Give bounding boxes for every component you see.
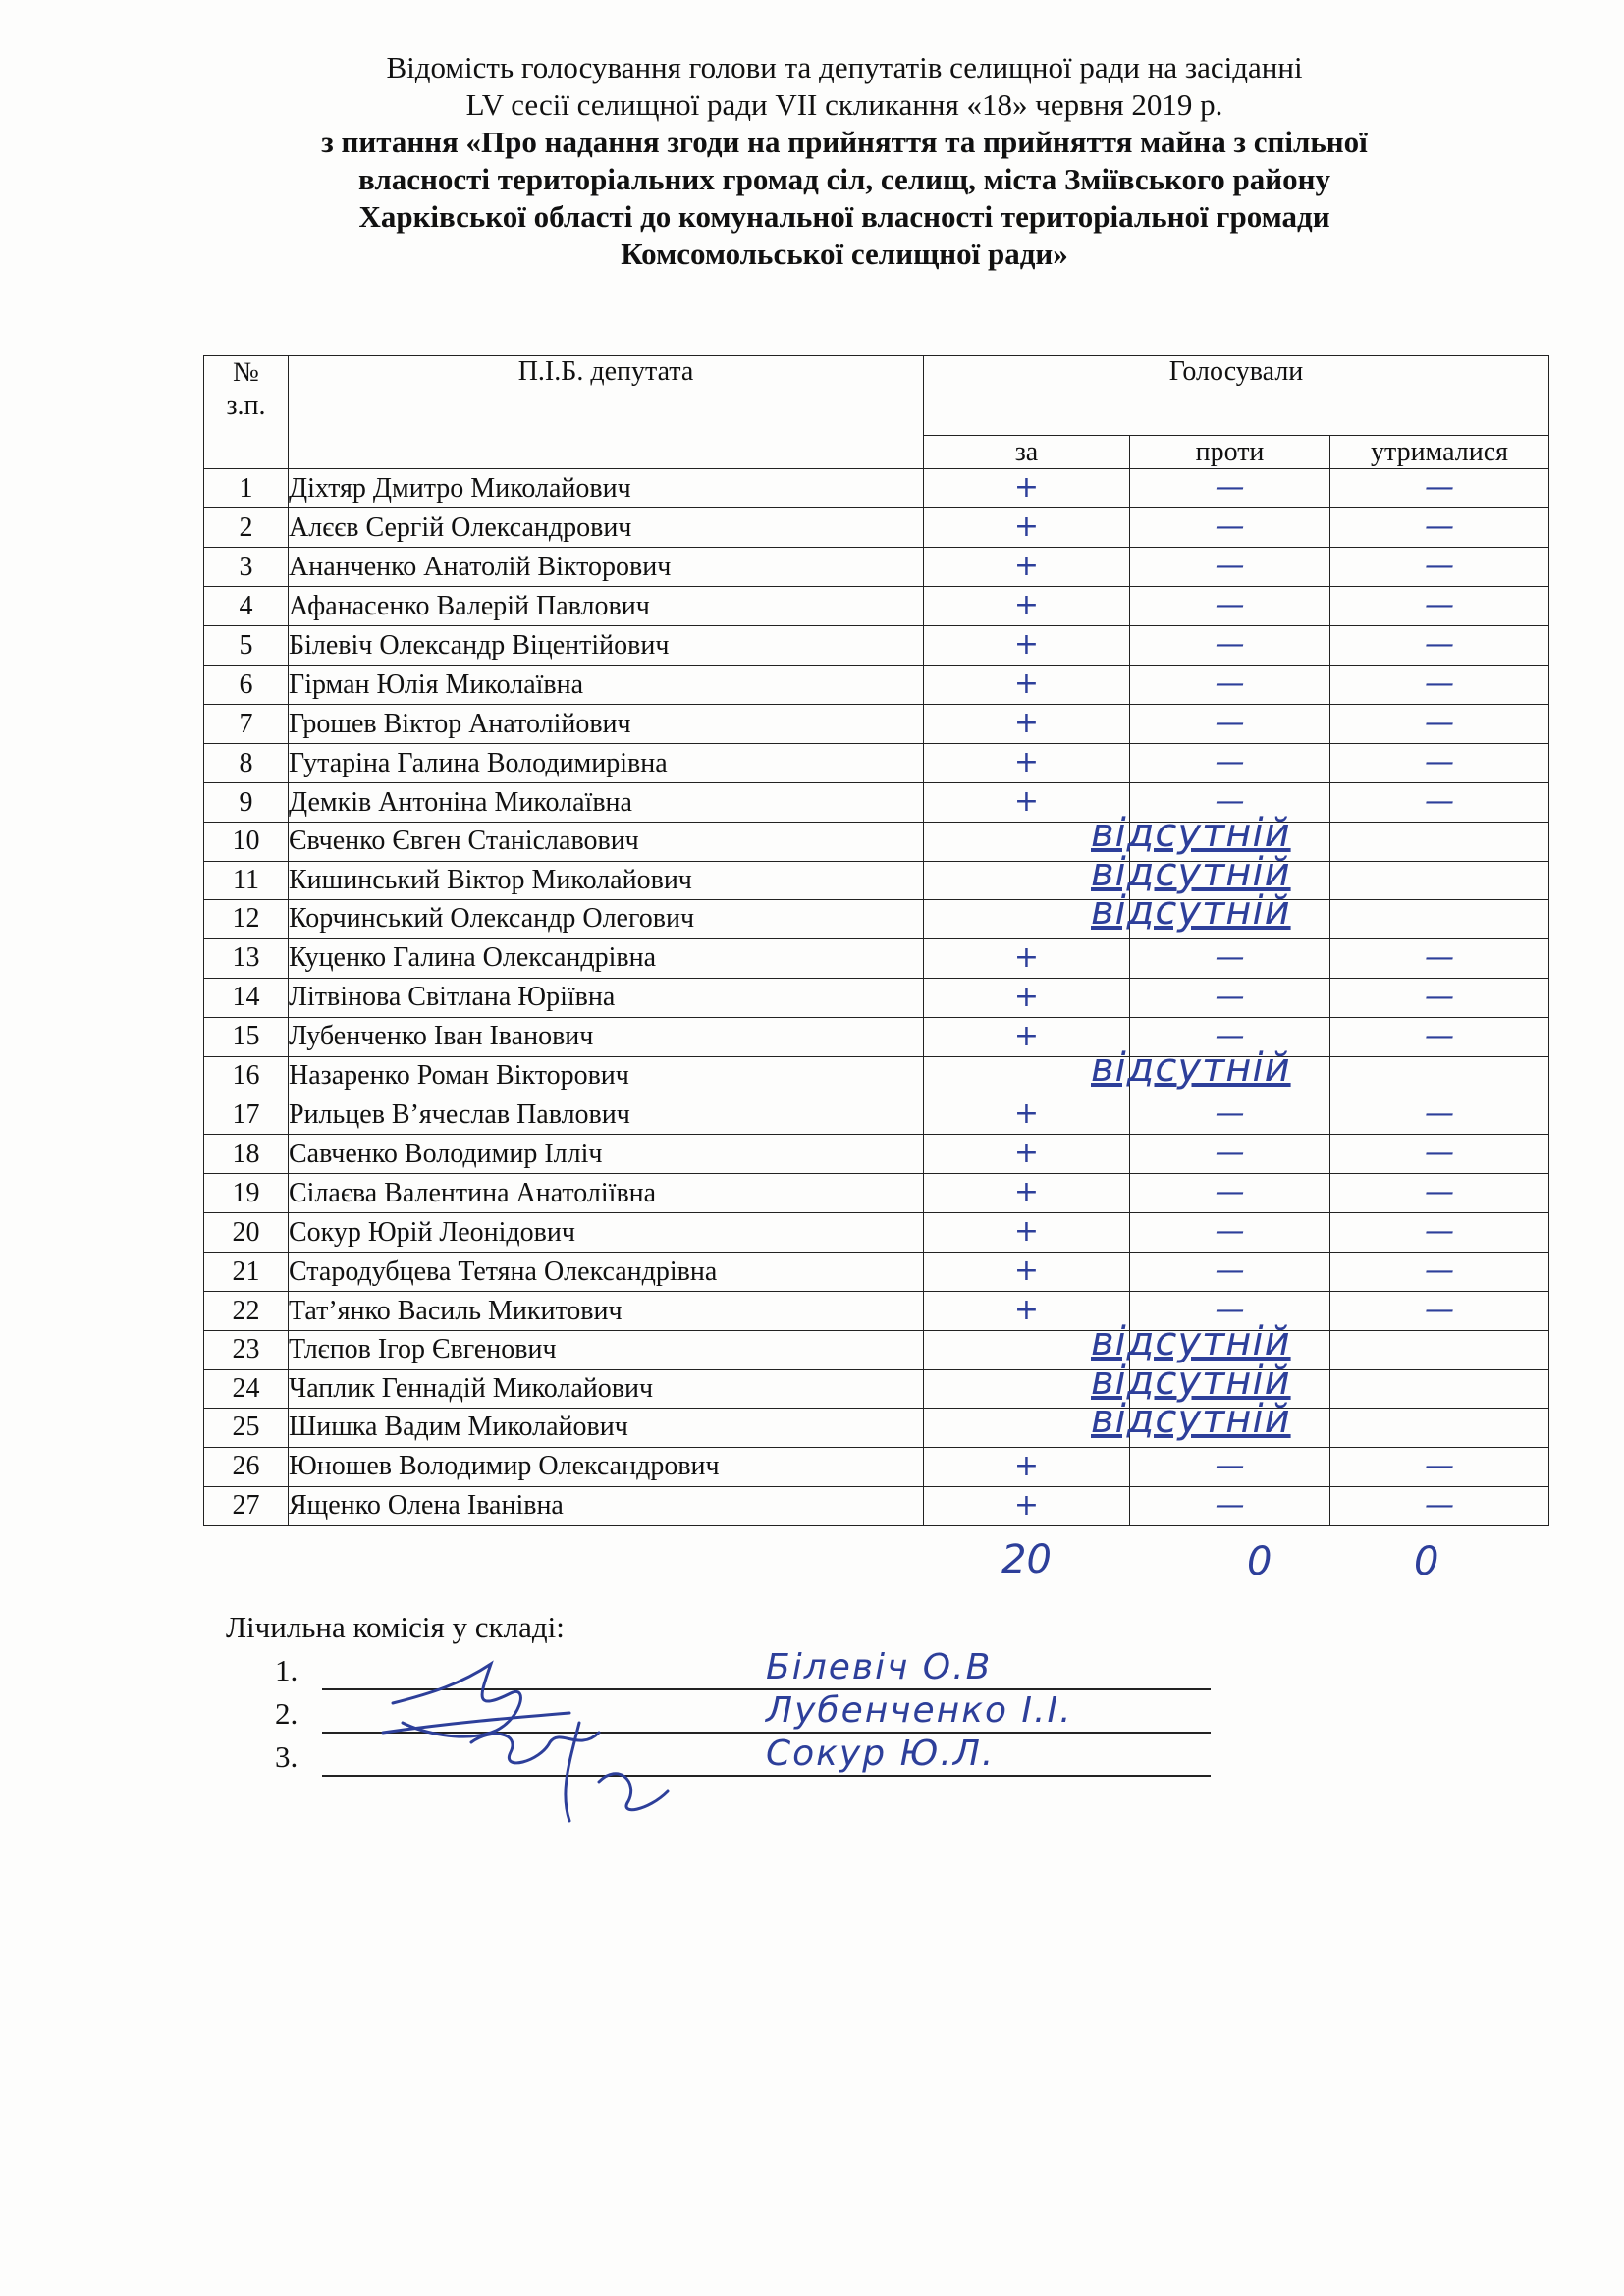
vote-for-mark: + [1013, 1487, 1040, 1522]
deputy-name: Тат’янко Василь Микитович [289, 1292, 924, 1331]
vote-against-mark: — [1215, 1136, 1245, 1170]
table-row [204, 1409, 1549, 1448]
row-number: 13 [204, 938, 289, 978]
vote-cell-against [1130, 705, 1330, 744]
vote-cell-abstained [1330, 1409, 1549, 1448]
vote-against-mark: — [1215, 1487, 1245, 1522]
vote-cell-abstained [1330, 705, 1549, 744]
table-row [204, 978, 1549, 1017]
vote-against-mark: — [1215, 470, 1245, 505]
table-row [204, 1447, 1549, 1486]
absent-note: відсутній [1091, 888, 1291, 934]
vote-against-mark: — [1215, 1448, 1245, 1483]
deputy-name: Рильцев В’ячеслав Павлович [289, 1095, 924, 1135]
vote-cell-abstained [1330, 744, 1549, 783]
member-name-handwritten: Білевіч О.В [766, 1647, 993, 1687]
vote-abstained-mark: — [1425, 1175, 1454, 1209]
vote-cell-abstained [1330, 626, 1549, 666]
vote-abstained-mark: — [1425, 706, 1454, 740]
vote-for-mark: + [1013, 1136, 1040, 1170]
vote-against-mark: — [1215, 745, 1245, 779]
header-against: проти [1130, 436, 1330, 469]
absent-note: відсутній [1091, 1358, 1291, 1404]
vote-cell-abstained [1330, 1017, 1549, 1056]
row-number: 2 [204, 508, 289, 548]
vote-cell-against [1130, 1486, 1330, 1525]
vote-for-mark: + [1013, 1096, 1040, 1131]
vote-totals [982, 1537, 1571, 1586]
vote-cell-abstained [1330, 938, 1549, 978]
vote-cell-against [1130, 666, 1330, 705]
vote-cell-abstained [1330, 1447, 1549, 1486]
vote-cell-against [1130, 1056, 1330, 1095]
vote-against-mark: — [1215, 1293, 1245, 1327]
vote-cell-against [1130, 469, 1330, 508]
vote-for-mark: + [1013, 939, 1040, 975]
row-number: 7 [204, 705, 289, 744]
table-row [204, 587, 1549, 626]
table-row [204, 1369, 1549, 1409]
row-number: 3 [204, 548, 289, 587]
vote-cell-abstained [1330, 978, 1549, 1017]
vote-for-mark: + [1013, 1254, 1040, 1288]
row-number: 10 [204, 823, 289, 862]
vote-abstained-mark: — [1425, 588, 1454, 622]
vote-cell-for [924, 508, 1130, 548]
vote-for-mark: + [1013, 706, 1040, 740]
vote-against-mark: — [1215, 549, 1245, 583]
deputy-name: Стародубцева Тетяна Олександрівна [289, 1253, 924, 1292]
table-row [204, 1174, 1549, 1213]
vote-for-mark: + [1013, 1175, 1040, 1209]
vote-against-mark: — [1215, 1175, 1245, 1209]
document-header [157, 49, 1532, 273]
vote-cell-against [1130, 1135, 1330, 1174]
vote-cell-for [924, 587, 1130, 626]
table-row [204, 1135, 1549, 1174]
vote-cell-abstained [1330, 1331, 1549, 1370]
vote-for-mark: + [1013, 979, 1040, 1014]
vote-cell-against [1130, 938, 1330, 978]
absent-note: відсутній [1091, 1044, 1291, 1091]
vote-cell-abstained [1330, 1486, 1549, 1525]
deputy-name: Євченко Євген Станіславович [289, 823, 924, 862]
vote-cell-abstained [1330, 508, 1549, 548]
handwritten-signatures [373, 1634, 687, 1831]
deputy-name: Алєєв Сергій Олександрович [289, 508, 924, 548]
deputy-name: Куценко Галина Олександрівна [289, 938, 924, 978]
table-row [204, 469, 1549, 508]
row-number: 4 [204, 587, 289, 626]
vote-cell-for [924, 1486, 1130, 1525]
vote-abstained-mark: — [1425, 1096, 1454, 1131]
vote-cell-against [1130, 1253, 1330, 1292]
vote-against-mark: — [1215, 627, 1245, 662]
vote-cell-for [924, 744, 1130, 783]
vote-for-mark: + [1013, 1018, 1040, 1053]
table-row [204, 666, 1549, 705]
deputy-name: Сокур Юрій Леонідович [289, 1213, 924, 1253]
row-number: 22 [204, 1292, 289, 1331]
row-number: 26 [204, 1447, 289, 1486]
vote-cell-abstained [1330, 469, 1549, 508]
table-row [204, 1017, 1549, 1056]
vote-cell-for [924, 548, 1130, 587]
vote-cell-abstained [1330, 1369, 1549, 1409]
header-number-symbol: № [233, 357, 259, 388]
row-number: 21 [204, 1253, 289, 1292]
deputy-name: Савченко Володимир Ілліч [289, 1135, 924, 1174]
vote-for-mark: + [1013, 784, 1040, 819]
vote-cell-abstained [1330, 1174, 1549, 1213]
deputy-name: Чаплик Геннадій Миколайович [289, 1369, 924, 1409]
vote-cell-abstained [1330, 823, 1549, 862]
vote-cell-against [1130, 587, 1330, 626]
vote-for-mark: + [1013, 1448, 1040, 1483]
deputy-name: Лубенченко Іван Іванович [289, 1017, 924, 1056]
row-number: 15 [204, 1017, 289, 1056]
vote-cell-against [1130, 1174, 1330, 1213]
vote-abstained-mark: — [1425, 1018, 1454, 1053]
vote-for-mark: + [1013, 745, 1040, 779]
vote-cell-for [924, 1447, 1130, 1486]
row-number: 23 [204, 1331, 289, 1370]
table-row [204, 1213, 1549, 1253]
vote-for-mark: + [1013, 509, 1040, 544]
row-number: 20 [204, 1213, 289, 1253]
row-number: 14 [204, 978, 289, 1017]
member-index: 3. [275, 1739, 298, 1774]
header-name: П.І.Б. депутата [289, 356, 924, 469]
deputy-name: Ананченко Анатолій Вікторович [289, 548, 924, 587]
vote-cell-abstained [1330, 1095, 1549, 1135]
vote-abstained-mark: — [1425, 1136, 1454, 1170]
table-row [204, 548, 1549, 587]
row-number: 11 [204, 861, 289, 900]
vote-against-mark: — [1215, 667, 1245, 701]
vote-cell-abstained [1330, 548, 1549, 587]
vote-cell-against [1130, 1213, 1330, 1253]
vote-abstained-mark: — [1425, 939, 1454, 975]
absent-note: відсутній [1091, 1319, 1291, 1364]
table-row [204, 1253, 1549, 1292]
deputy-name: Ященко Олена Іванівна [289, 1486, 924, 1525]
absent-note: відсутній [1091, 1397, 1291, 1442]
header-number-abbr: з.п. [226, 391, 266, 421]
deputy-name: Білевіч Олександр Віцентійович [289, 626, 924, 666]
vote-for-mark: + [1013, 627, 1040, 662]
vote-abstained-mark: — [1425, 745, 1454, 779]
deputy-name: Сілаєва Валентина Анатоліївна [289, 1174, 924, 1213]
vote-cell-for [924, 705, 1130, 744]
table-row [204, 861, 1549, 900]
deputy-name: Гірман Юлія Миколаївна [289, 666, 924, 705]
title-line: LV сесії селищної ради VII скликання «18» червня 2019 р. [465, 87, 1223, 122]
vote-cell-for [924, 938, 1130, 978]
row-number: 17 [204, 1095, 289, 1135]
row-number: 24 [204, 1369, 289, 1409]
member-name-handwritten: Сокур Ю.Л. [766, 1734, 996, 1774]
vote-cell-abstained [1330, 900, 1549, 939]
vote-abstained-mark: — [1425, 509, 1454, 544]
deputy-name: Гутаріна Галина Володимирівна [289, 744, 924, 783]
row-number: 18 [204, 1135, 289, 1174]
subject-line: Харківської області до комунальної власності територіальної громади [358, 199, 1330, 234]
vote-cell-against [1130, 744, 1330, 783]
vote-abstained-mark: — [1425, 549, 1454, 583]
table-row [204, 783, 1549, 823]
commission-label: Лічильна комісія у складі: [226, 1610, 565, 1644]
vote-for-mark: + [1013, 549, 1040, 583]
vote-cell-abstained [1330, 1135, 1549, 1174]
table-row [204, 1486, 1549, 1525]
vote-for-mark: + [1013, 667, 1040, 701]
vote-for-mark: + [1013, 1214, 1040, 1249]
row-number: 25 [204, 1409, 289, 1448]
table-row [204, 744, 1549, 783]
vote-abstained-mark: — [1425, 1487, 1454, 1522]
vote-cell-abstained [1330, 1292, 1549, 1331]
vote-cell-for [924, 888, 1291, 939]
table-row [204, 1331, 1549, 1370]
deputy-name: Кишинський Віктор Миколайович [289, 861, 924, 900]
absent-note: відсутній [1091, 811, 1291, 856]
vote-against-mark: — [1215, 1096, 1245, 1131]
header-voted: Голосували [924, 356, 1549, 436]
vote-abstained-mark: — [1425, 470, 1454, 505]
deputy-name: Юношев Володимир Олександрович [289, 1447, 924, 1486]
vote-abstained-mark: — [1425, 667, 1454, 701]
total-abstained: 0 [1414, 1539, 1439, 1584]
vote-cell-against [1130, 626, 1330, 666]
vote-cell-for [924, 469, 1130, 508]
vote-against-mark: — [1215, 1254, 1245, 1288]
vote-cell-for [924, 1253, 1130, 1292]
table-row [204, 900, 1549, 939]
vote-cell-abstained [1330, 1056, 1549, 1095]
vote-cell-abstained [1330, 666, 1549, 705]
row-number: 8 [204, 744, 289, 783]
table-row [204, 823, 1549, 862]
vote-cell-against [1130, 900, 1330, 939]
vote-abstained-mark: — [1425, 1214, 1454, 1249]
vote-cell-for [924, 1174, 1130, 1213]
vote-cell-for [924, 626, 1130, 666]
table-row [204, 626, 1549, 666]
table-row [204, 705, 1549, 744]
vote-cell-against [1130, 1409, 1330, 1448]
row-number: 1 [204, 469, 289, 508]
total-for: 20 [1001, 1537, 1052, 1582]
deputy-name: Демків Антоніна Миколаївна [289, 783, 924, 823]
vote-cell-against [1130, 548, 1330, 587]
vote-against-mark: — [1215, 1018, 1245, 1053]
deputy-name: Шишка Вадим Миколайович [289, 1409, 924, 1448]
vote-cell-for [924, 1135, 1130, 1174]
vote-cell-abstained [1330, 861, 1549, 900]
vote-cell-against [1130, 1095, 1330, 1135]
deputy-name: Корчинський Олександр Олегович [289, 900, 924, 939]
subject-line: з питання «Про надання згоди на прийняття та прийняття майна з спільної [321, 125, 1368, 159]
voting-table [203, 355, 1549, 1526]
member-index: 2. [275, 1696, 298, 1731]
subject-line: Комсомольської селищної ради» [621, 237, 1068, 271]
absent-note: відсутній [1091, 849, 1291, 895]
row-number: 16 [204, 1056, 289, 1095]
deputy-name: Літвінова Світлана Юріївна [289, 978, 924, 1017]
table-row [204, 508, 1549, 548]
vote-abstained-mark: — [1425, 979, 1454, 1014]
vote-cell-abstained [1330, 1213, 1549, 1253]
row-number: 5 [204, 626, 289, 666]
deputy-name: Грошев Віктор Анатолійович [289, 705, 924, 744]
total-against: 0 [1247, 1539, 1272, 1584]
table-row [204, 938, 1549, 978]
deputy-name: Діхтяр Дмитро Миколайович [289, 469, 924, 508]
vote-abstained-mark: — [1425, 1254, 1454, 1288]
vote-for-mark: + [1013, 588, 1040, 622]
member-index: 1. [275, 1653, 298, 1687]
title-line: Відомість голосування голови та депутатів селищної ради на засіданні [386, 50, 1303, 84]
vote-for-mark: + [1013, 1293, 1040, 1327]
deputy-name: Назаренко Роман Вікторович [289, 1056, 924, 1095]
header-number [204, 356, 289, 469]
vote-against-mark: — [1215, 784, 1245, 819]
row-number: 19 [204, 1174, 289, 1213]
vote-cell-for [924, 1044, 1291, 1095]
vote-against-mark: — [1215, 979, 1245, 1014]
vote-cell-against [1130, 1447, 1330, 1486]
member-name-handwritten: Лубенченко І.І. [766, 1690, 1073, 1731]
vote-for-mark: + [1013, 470, 1040, 505]
header-for: за [924, 436, 1130, 469]
vote-against-mark: — [1215, 939, 1245, 975]
deputy-name: Тлєпов Ігор Євгенович [289, 1331, 924, 1370]
row-number: 27 [204, 1486, 289, 1525]
table-row [204, 1095, 1549, 1135]
vote-cell-for [924, 1095, 1130, 1135]
vote-cell-for [924, 1213, 1130, 1253]
vote-cell-abstained [1330, 1253, 1549, 1292]
vote-abstained-mark: — [1425, 1448, 1454, 1483]
vote-abstained-mark: — [1425, 784, 1454, 819]
subject-line: власності територіальних громад сіл, селищ, міста Зміївського району [358, 162, 1330, 196]
vote-cell-abstained [1330, 783, 1549, 823]
vote-cell-for [924, 978, 1130, 1017]
vote-abstained-mark: — [1425, 627, 1454, 662]
header-abstained: утрималися [1330, 436, 1549, 469]
row-number: 6 [204, 666, 289, 705]
vote-cell-for [924, 1397, 1291, 1448]
vote-abstained-mark: — [1425, 1293, 1454, 1327]
vote-against-mark: — [1215, 706, 1245, 740]
vote-against-mark: — [1215, 1214, 1245, 1249]
vote-cell-abstained [1330, 587, 1549, 626]
vote-cell-against [1130, 508, 1330, 548]
vote-against-mark: — [1215, 509, 1245, 544]
table-row [204, 1056, 1549, 1095]
vote-cell-for [924, 666, 1130, 705]
vote-against-mark: — [1215, 588, 1245, 622]
row-number: 12 [204, 900, 289, 939]
row-number: 9 [204, 783, 289, 823]
table-row [204, 1292, 1549, 1331]
deputy-name: Афанасенко Валерій Павлович [289, 587, 924, 626]
vote-cell-against [1130, 978, 1330, 1017]
